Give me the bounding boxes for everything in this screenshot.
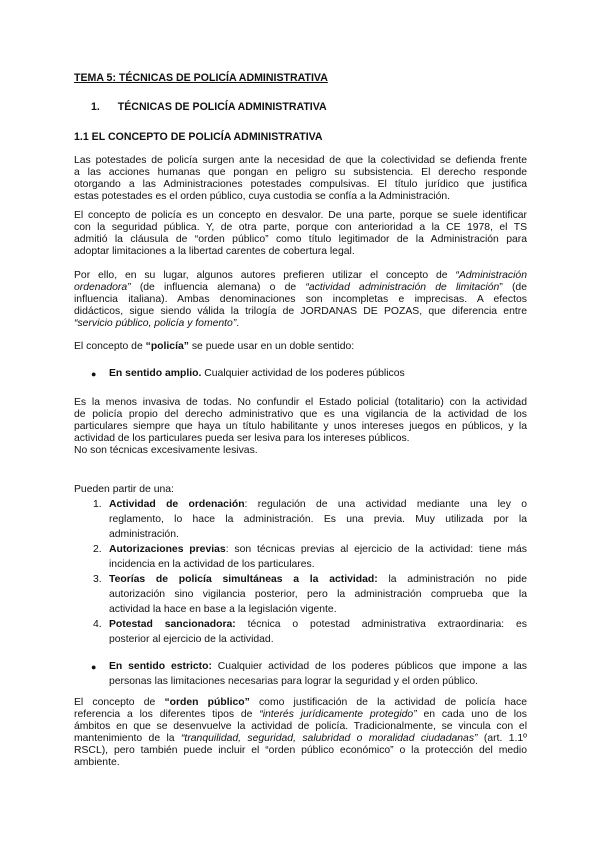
text-line: El concepto de policía es un concepto en desvalor. De una parte, porque se suele identificar	[74, 210, 527, 221]
text-line: ambiente.	[74, 757, 120, 768]
text-line: “servicio público, policía y fomento”.	[74, 318, 240, 329]
text-line: influencia italiana). Ambas denominaciones son incompletas e imprecisas. A efectos	[74, 294, 527, 305]
bullet-icon: ●	[91, 369, 97, 379]
document-title: TEMA 5: TÉCNICAS DE POLICÍA ADMINISTRATIVA	[74, 72, 328, 84]
list-number: 2.	[93, 544, 102, 555]
text-line: otorgando a las Administraciones potestades compulsivas. El título jurídico que justifica	[74, 179, 527, 190]
text-line: RSCL), pero también puede incluir el “orden público económico” o la protección del medio	[74, 745, 527, 756]
subtitle-number: 1.	[91, 101, 100, 113]
list-item: Autorizaciones previas: son técnicas previas al ejercicio de la actividad: tiene más	[109, 544, 527, 555]
bullet-item-broad-sense: En sentido amplio. Cualquier actividad de los poderes públicos	[109, 368, 405, 379]
text-line: referencia a los diferentes tipos de “interés jurídicamente protegido” en cada uno de los	[74, 709, 527, 720]
text-line: con la seguridad pública. Y, de otra parte, porque con anterioridad a la CE 1978, el TS	[74, 222, 527, 233]
list-number: 1.	[93, 499, 102, 510]
text-line: didácticos, sigue siendo válida la trilogía de JORDANAS DE POZAS, que diferencia entre	[74, 306, 527, 317]
text-line: Por ello, en su lugar, algunos autores prefieren utilizar el concepto de “Administración	[74, 270, 527, 281]
paragraph-6: No son técnicas excesivamente lesivas.	[74, 445, 258, 456]
bullet-item-strict-sense: En sentido estricto: Cualquier actividad de los poderes públicos que impone a las	[109, 661, 527, 672]
text-line: ordenadora” (de influencia alemana) o de “actividad administración de limitación” (de	[74, 282, 527, 293]
paragraph-7: Pueden partir de una:	[74, 484, 174, 495]
paragraph-4: El concepto de “policía” se puede usar en un doble sentido:	[74, 341, 355, 352]
list-item: Teorías de policía simultáneas a la actividad: la administración no pide	[109, 574, 527, 585]
text-line: personas las limitaciones necesarias para lograr la seguridad y el orden público.	[109, 676, 479, 687]
text-line: El concepto de “orden público” como justificación de la actividad de policía hace	[74, 697, 527, 708]
text-line: actividad de los particulares pueda ser lesiva para los intereses públicos.	[74, 433, 410, 444]
list-item: Actividad de ordenación: regulación de una actividad mediante una ley o	[109, 499, 527, 510]
list-item: Potestad sancionadora: técnica o potestad administrativa extraordinaria: es	[109, 619, 527, 630]
list-number: 3.	[93, 574, 102, 585]
text-line: ámbitos en que se desenvuelve la actividad de policía. Tradicionalmente, se vincula con el	[74, 721, 527, 732]
text-line: estas potestades es el orden público, cuya custodia se confía a la Administración.	[74, 191, 451, 202]
subtitle-heading	[91, 101, 327, 113]
section-title: 1.1 EL CONCEPTO DE POLICÍA ADMINISTRATIVA	[74, 131, 323, 143]
text-line: Es la menos invasiva de todas. No confundir el Estado policial (totalitario) con la actividad	[74, 397, 527, 408]
text-line: reglamento, lo hace la administración. Es una previa. Muy utilizada por la	[109, 514, 527, 525]
text-line: autorización sino vigilancia posterior, pero la administración comprueba que la	[109, 589, 527, 600]
text-line: de policía propio del derecho administrativo que es una vigilancia de la actividad de los	[74, 409, 527, 420]
text-line: adoptar limitaciones a la libertad carentes de cobertura legal.	[74, 246, 355, 257]
text-line: particulares siempre que haya un título habilitante y unos intereses juegos en públicos, y la	[74, 421, 527, 432]
text-line: a las acciones humanas que pongan en peligro su subsistencia. El derecho responde	[74, 167, 527, 178]
text-line: admitió la cláusula de “orden público” como título legitimador de la Administración para	[74, 234, 527, 245]
subtitle-text: TÉCNICAS DE POLICÍA ADMINISTRATIVA	[117, 101, 327, 113]
text-line: posterior al ejercicio de la actividad.	[109, 634, 274, 645]
text-line: administración.	[109, 529, 179, 540]
list-number: 4.	[93, 619, 102, 630]
text-line: Las potestades de policía surgen ante la necesidad de que la colectividad se defienda frente	[74, 155, 527, 166]
text-line: actividad la hace en base a la legislación vigente.	[109, 604, 337, 615]
text-line: incidencia en la actividad de los particulares.	[109, 559, 315, 570]
text-line: mantenimiento de la “tranquilidad, seguridad, salubridad o moralidad ciudadanas” (art. 1.1º	[74, 733, 527, 744]
bullet-icon: ●	[91, 662, 97, 672]
